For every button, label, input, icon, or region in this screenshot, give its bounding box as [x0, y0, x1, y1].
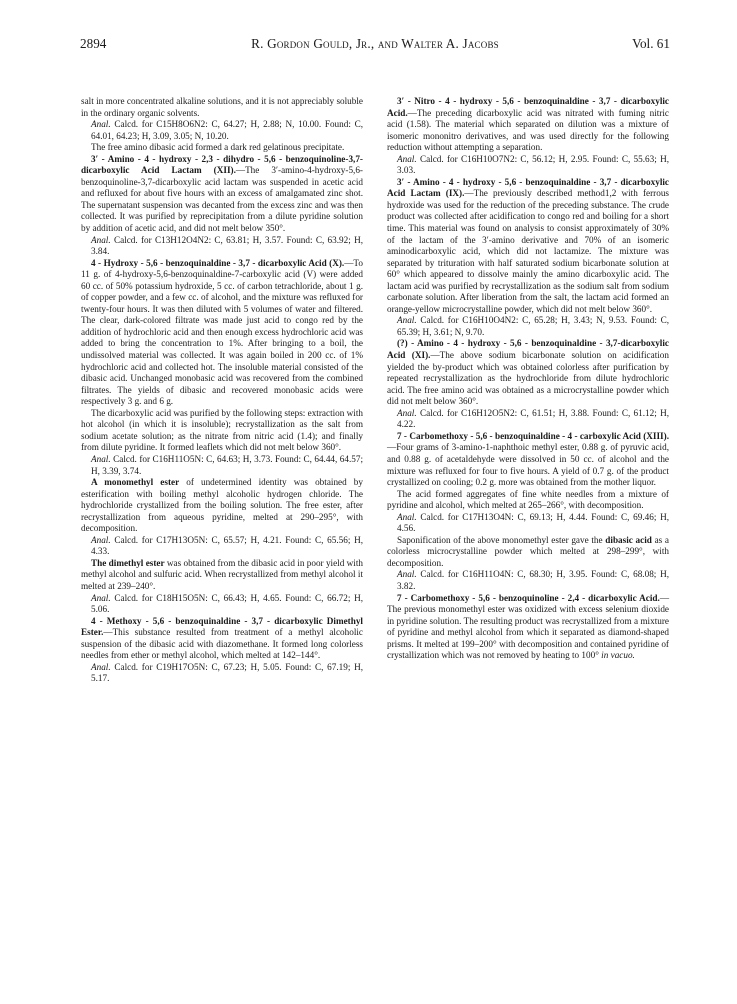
section-body: —This substance resulted from treatment of a methyl alcoholic suspension of the dibasic acid with diazomethane. It formed long colorless needles from ether or methyl alcohol, which melted at 142–144°.	[81, 627, 363, 661]
running-header	[80, 36, 670, 56]
right-column	[387, 96, 669, 662]
analysis-label: Anal.	[397, 315, 417, 326]
analysis-line	[387, 154, 669, 177]
analysis-values: Calcd. for C18H15O5N: C, 66.43; H, 4.65. Found: C, 66.72; H, 5.06.	[91, 592, 364, 615]
paragraph: The dicarboxylic acid was purified by the following steps: extraction with hot alcohol (in which it is insoluble); recrystallization as the salt from sodium acetate solution; as the nitrate from nitric acid (1.4); and finally from dilute pyridine. It formed leaflets which did not melt below 360°.	[81, 407, 363, 453]
section-paragraph	[81, 258, 363, 408]
analysis-label: Anal.	[91, 119, 111, 130]
analysis-line	[387, 315, 669, 338]
analysis-values: Calcd. for C15H8O6N2: C, 64.27; H, 2.88; N, 10.00. Found: C, 64.01, 64.23; H, 3.09, 3.05; N, 10.20.	[91, 119, 364, 141]
analysis-line	[81, 119, 363, 142]
paragraph: The free amino dibasic acid formed a dark red gelatinous precipitate.	[91, 142, 345, 153]
analysis-line	[387, 512, 669, 535]
section-heading: The dimethyl ester	[91, 557, 165, 568]
analysis-line	[81, 662, 363, 685]
page-number: 2894	[80, 36, 107, 51]
section-heading: 4 - Methoxy - 5,6 - benzoquinaldine - 3,7 - dicarboxylic Dimethyl Ester.	[81, 615, 363, 638]
analysis-label: Anal.	[91, 234, 111, 245]
section-paragraph	[387, 431, 669, 489]
section-heading: 7 - Carbomethoxy - 5,6 - benzoquinoline - 2,4 - dicarboxylic Acid.	[397, 592, 660, 603]
section-heading: 4 - Hydroxy - 5,6 - benzoquinaldine - 3,7 - dicarboxylic Acid (X).	[91, 257, 345, 268]
section-body: was obtained from the dibasic acid in poor yield with methyl alcohol and sulfuric acid. When recrystallized from methyl alcohol it melted at 239–240°.	[81, 557, 363, 591]
analysis-line	[81, 454, 363, 477]
analysis-values: Calcd. for C16H10O7N2: C, 56.12; H, 2.95. Found: C, 55.63; H, 3.03.	[397, 153, 669, 176]
analysis-values: Calcd. for C16H11O4N: C, 68.30; H, 3.95. Found: C, 68.08; H, 3.82.	[397, 569, 670, 591]
analysis-label: Anal.	[91, 661, 111, 672]
analysis-line	[81, 593, 363, 616]
section-body: —The previously described method1,2 with ferrous hydroxide was used for the reduction of the preceding substance. The crude product was collected after acidification to congo red and boiling for a short time. This material was found on analysis to consist approximately of 30% of the lactam of the 3′-amino derivative and 70% of an isomeric aminodicarboxylic acid, which did not lactamize. The mixture was separated by trituration with half saturated sodium bicarbonate solution at 60° which appeared to dissolve mainly the amino dicarboxylic acid. The lactam acid was purified by recrystallization as the sodium salt from sodium carbonate solution. After liberation from the salt, the lactam acid formed an orange-yellow microcrystalline powder, which did not melt below 360°.	[387, 188, 669, 314]
section-heading: A monomethyl ester	[91, 477, 180, 488]
analysis-label: Anal.	[397, 153, 417, 164]
paragraph: salt in more concentrated alkaline solutions, and it is not appreciably soluble in the ordinary organic solvents.	[81, 96, 363, 118]
analysis-label: Anal.	[397, 511, 417, 522]
analysis-line	[81, 535, 363, 558]
section-heading: 3′ - Amino - 4 - hydroxy - 2,3 - dihydro - 5,6 - benzoquinoline-3,7-dicarboxylic Acid Lactam (XII).	[81, 153, 363, 176]
analysis-values: Calcd. for C17H13O5N: C, 65.57; H, 4.21. Found: C, 65.56; H, 4.33.	[91, 534, 364, 557]
analysis-line	[81, 235, 363, 258]
section-body: —The previous monomethyl ester was oxidized with excess selenium dioxide in pyridine solution. The resulting product was recrystallized from a mixture of pyridine and methyl alcohol from which it separated as diamond-shaped prisms. It melted at 199–200° with decomposition and contained pyridine of crystallization which was not removed by heating to 100°	[387, 592, 669, 661]
section-heading: 3′ - Nitro - 4 - hydroxy - 5,6 - benzoquinaldine - 3,7 - dicarboxylic Acid.	[387, 96, 669, 118]
italic-phrase: in vacuo.	[598, 650, 635, 661]
section-body: as a colorless microcrystalline powder which melted at 298–299°, with decomposition.	[387, 534, 670, 568]
analysis-values: Calcd. for C16H10O4N2: C, 65.28; H, 3.43; N, 9.53. Found: C, 65.39; H, 3.61; N, 9.70.	[397, 315, 670, 337]
section-paragraph	[387, 535, 669, 570]
analysis-label: Anal.	[91, 592, 111, 603]
analysis-values: Calcd. for C16H12O5N2: C, 61.51; H, 3.88. Found: C, 61.12; H, 4.22.	[397, 407, 669, 430]
left-column	[81, 96, 363, 685]
section-body: —The preceding dicarboxylic acid was nitrated with fuming nitric acid (1.58). The material which separated on dilution was a mixture of isomeric mononitro derivatives, and was used directly for the following reduction without attempting a separation.	[387, 107, 669, 153]
analysis-label: Anal.	[91, 453, 111, 464]
section-heading: 3′ - Amino - 4 - hydroxy - 5,6 - benzoquinaldine - 3,7 - dicarboxylic Acid Lactam (IX).	[387, 176, 669, 199]
section-paragraph	[387, 96, 669, 154]
section-body: —The 3′-amino-4-hydroxy-5,6-benzoquinoline-3,7-dicarboxylic acid lactam was suspended in acetic acid and refluxed for about five hours with an excess of amalgamated zinc shot. The supernatant suspension was decanted from the excess zinc and was then collected. It was purified by reprecipitation from a dilute pyridine solution by addition of acetic acid, and did not melt below 350°.	[81, 165, 363, 234]
analysis-label: Anal.	[397, 407, 417, 418]
paragraph: The acid formed aggregates of fine white needles from a mixture of pyridine and alcohol, which melted at 265–266°, with decomposition.	[387, 488, 669, 511]
running-title: R. Gordon Gould, Jr., and Walter A. Jacobs	[251, 36, 499, 51]
section-paragraph	[81, 558, 363, 593]
section-paragraph	[387, 177, 669, 316]
section-paragraph	[387, 338, 669, 407]
analysis-line	[387, 569, 669, 592]
section-paragraph	[81, 616, 363, 662]
analysis-values: Calcd. for C16H11O5N: C, 64.63; H, 3.73. Found: C, 64.44, 64.57; H, 3.39, 3.74.	[91, 453, 364, 476]
section-paragraph	[81, 154, 363, 235]
section-body: Saponification of the above monomethyl ester gave the	[397, 534, 606, 545]
section-paragraph	[81, 477, 363, 535]
section-heading: dibasic acid	[605, 534, 652, 545]
section-body: —To 11 g. of 4-hydroxy-5,6-benzoquinaldine-7-carboxylic acid (V) were added 60 cc. of 50% potassium hydroxide, 5 cc. of carbon tetrachloride, about 1 g. of copper powder, and a few cc. of alcohol, and the mixture was refluxed for twenty-four hours. It was then diluted with 5 volumes of water and filtered. The clear, dark-colored filtrate was made just acid to congo red by the addition of hydrochloric acid and then enough excess hydrochloric acid was added to bring the concentration to 1%. After bringing to a boil, the undissolved material was collected. It was again boiled in 200 cc. of 1% hydrochloric acid and collected hot. The insoluble material consisted of the dibasic acid. Unchanged monobasic acid was recovered from the combined filtrates. The yields of dibasic and recovered monobasic acids were respectively 3 g. and 6 g.	[81, 257, 363, 407]
section-body: —The above sodium bicarbonate solution on acidification yielded the by-product which was obtained colorless after purification by repeated recrystallization as the hydrochloride from dilute hydrochloric acid. The free amino acid was obtained as a microcrystalline powder which did not melt below 360°.	[387, 350, 669, 407]
section-heading: (?) - Amino - 4 - hydroxy - 5,6 - benzoquinaldine - 3,7-dicarboxylic Acid (XI).	[387, 338, 669, 361]
section-heading: 7 - Carbomethoxy - 5,6 - benzoquinaldine - 4 - carboxylic Acid (XIII).	[397, 430, 669, 441]
analysis-values: Calcd. for C13H12O4N2: C, 63.81; H, 3.57. Found: C, 63.92; H, 3.84.	[91, 234, 363, 257]
analysis-label: Anal.	[397, 569, 417, 580]
analysis-values: Calcd. for C19H17O5N: C, 67.23; H, 5.05. Found: C, 67.19; H, 5.17.	[91, 661, 364, 684]
analysis-label: Anal.	[91, 534, 111, 545]
section-body: of undetermined identity was obtained by esterification with boiling methyl alcoholic hydrogen chloride. The hydrochloride crystallized from the boiling solution. The free ester, after recrystallization from aqueous pyridine, melted at 290–295°, with decomposition.	[81, 477, 363, 534]
analysis-line	[387, 408, 669, 431]
section-paragraph	[387, 593, 669, 662]
analysis-values: Calcd. for C17H13O4N: C, 69.13; H, 4.44. Found: C, 69.46; H, 4.56.	[397, 511, 670, 534]
section-body: —Four grams of 3-amino-1-naphthoic methyl ester, 0.88 g. of pyruvic acid, and 0.88 g. of acetaldehyde were dissolved in 50 cc. of alcohol and the mixture was refluxed for four to five hours. A yield of 0.7 g. of the product crystallized on cooling; 0.2 g. more was obtained from the mother liquor.	[387, 442, 669, 488]
volume-label: Vol. 61	[632, 36, 670, 51]
